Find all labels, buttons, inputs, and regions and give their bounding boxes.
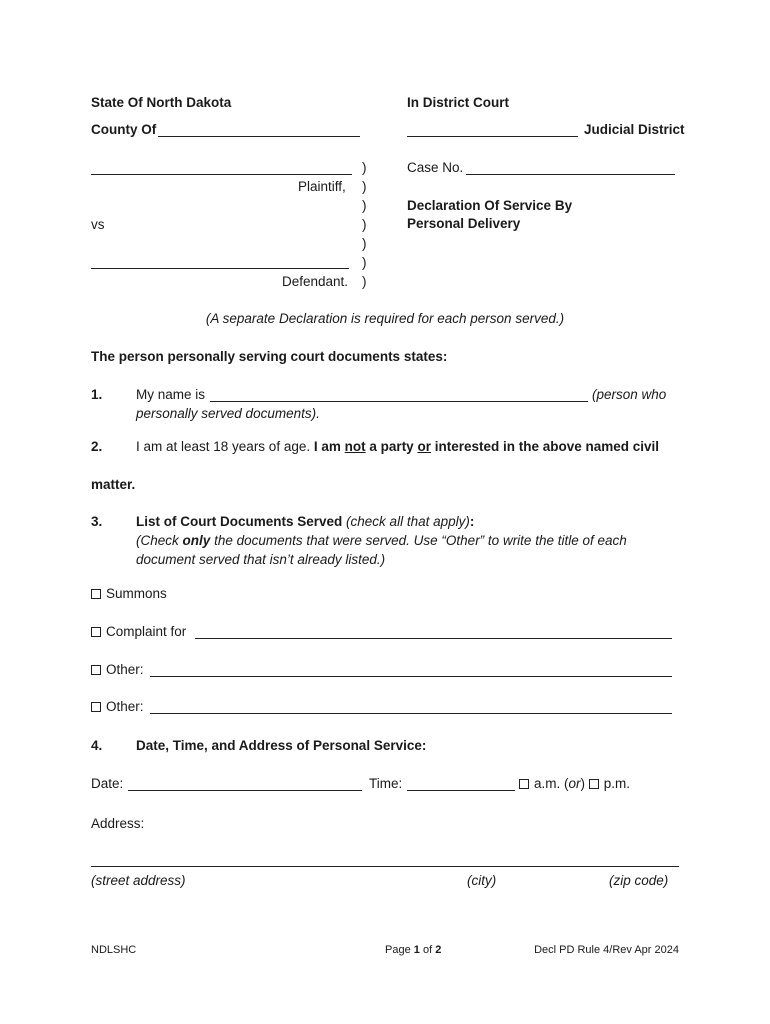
item-3-instr-a: (Check — [136, 533, 179, 548]
other-2-label: Other: — [106, 699, 144, 714]
page-label: Page — [385, 944, 411, 956]
caption-paren: ) — [362, 160, 367, 175]
plaintiff-label: Plaintiff, — [298, 179, 346, 194]
item-1-hint-cont: personally served documents). — [136, 406, 320, 421]
other-1-field[interactable] — [150, 676, 672, 677]
address-field[interactable] — [91, 866, 679, 867]
zip-code-caption: (zip code) — [609, 873, 669, 888]
other-2-field[interactable] — [150, 713, 672, 714]
county-field[interactable] — [158, 136, 360, 137]
item-3-heading — [136, 514, 474, 529]
defendant-label: Defendant. — [282, 274, 349, 289]
item-2-not: not — [344, 439, 366, 454]
other-2-checkbox[interactable] — [91, 702, 101, 712]
time-label: Time: — [369, 776, 403, 791]
item-2-age-text: I am at least 18 years of age. — [136, 439, 311, 454]
caption-paren: ) — [362, 179, 367, 194]
caption-paren: ) — [362, 274, 367, 289]
other-1-label: Other: — [106, 662, 144, 677]
defendant-field[interactable] — [91, 268, 349, 269]
item-4-title: Date, Time, and Address of Personal Service: — [136, 738, 427, 753]
item-2-bold-b: a party — [369, 439, 414, 454]
summons-label: Summons — [106, 586, 167, 601]
separate-declaration-note: (A separate Declaration is required for each person served.) — [205, 311, 565, 326]
date-field[interactable] — [128, 790, 362, 791]
footer-org: NDLSHC — [91, 944, 137, 956]
case-no-label: Case No. — [407, 160, 464, 175]
page-current: 1 — [413, 944, 420, 956]
item-2-or: or — [417, 439, 431, 454]
item-3-hint: (check all that apply) — [346, 514, 470, 529]
other-row-2 — [91, 699, 144, 714]
case-no-field[interactable] — [466, 174, 675, 175]
item-4-number: 4. — [91, 738, 103, 753]
judicial-district-label: Judicial District — [584, 122, 685, 137]
date-label: Date: — [91, 776, 124, 791]
ampm-options — [519, 776, 630, 791]
caption-paren: ) — [362, 236, 367, 251]
item-3-instructions — [136, 533, 627, 548]
vs-label: vs — [91, 217, 105, 232]
item-3-colon: : — [469, 514, 475, 529]
time-field[interactable] — [407, 790, 515, 791]
item-2-bold-c: interested in the above named civil — [434, 439, 660, 454]
name-field[interactable] — [210, 401, 588, 402]
item-2-continuation: matter. — [91, 477, 136, 492]
street-address-caption: (street address) — [91, 873, 186, 888]
item-1-text: My name is — [136, 387, 206, 402]
pm-label: p.m. — [603, 776, 631, 791]
summons-checkbox[interactable] — [91, 589, 101, 599]
complaint-checkbox[interactable] — [91, 627, 101, 637]
complaint-field[interactable] — [195, 638, 672, 639]
item-3-instr-b: the documents that were served. Use “Other” to write the title of each — [214, 533, 627, 548]
pm-checkbox[interactable] — [589, 779, 599, 789]
page-number — [385, 944, 441, 956]
footer-revision: Decl PD Rule 4/Rev Apr 2024 — [534, 944, 679, 956]
complaint-label: Complaint for — [106, 624, 187, 639]
summons-row — [91, 586, 167, 601]
other-1-checkbox[interactable] — [91, 665, 101, 675]
am-or: or — [568, 776, 581, 791]
item-3-number: 3. — [91, 514, 103, 529]
document-title-line1: Declaration Of Service By — [407, 198, 573, 213]
state-label: State Of North Dakota — [91, 95, 232, 110]
am-label: a.m. ( — [534, 776, 569, 791]
item-3-instructions-cont: document served that isn’t already listed.) — [136, 552, 386, 567]
complaint-row — [91, 624, 186, 639]
caption-paren: ) — [362, 198, 367, 213]
other-row-1 — [91, 662, 144, 677]
item-2-number: 2. — [91, 439, 103, 454]
county-label: County Of — [91, 122, 157, 137]
page-of: of — [422, 944, 433, 956]
court-label: In District Court — [407, 95, 510, 110]
intro-statement: The person personally serving court documents states: — [91, 349, 448, 364]
item-2-bold-a: I am — [313, 439, 341, 454]
page-total: 2 — [435, 944, 442, 956]
caption-paren: ) — [362, 255, 367, 270]
item-1-hint: (person who — [592, 387, 667, 402]
document-title-line2: Personal Delivery — [407, 216, 521, 231]
city-caption: (city) — [467, 873, 497, 888]
address-label: Address: — [91, 816, 145, 831]
plaintiff-field[interactable] — [91, 174, 352, 175]
judicial-district-field[interactable] — [407, 136, 578, 137]
am-checkbox[interactable] — [519, 779, 529, 789]
item-3-only: only — [182, 533, 211, 548]
item-2-statement — [136, 439, 659, 454]
am-close: ) — [580, 776, 586, 791]
caption-paren: ) — [362, 217, 367, 232]
item-3-title: List of Court Documents Served — [136, 514, 343, 529]
item-1-number: 1. — [91, 387, 103, 402]
